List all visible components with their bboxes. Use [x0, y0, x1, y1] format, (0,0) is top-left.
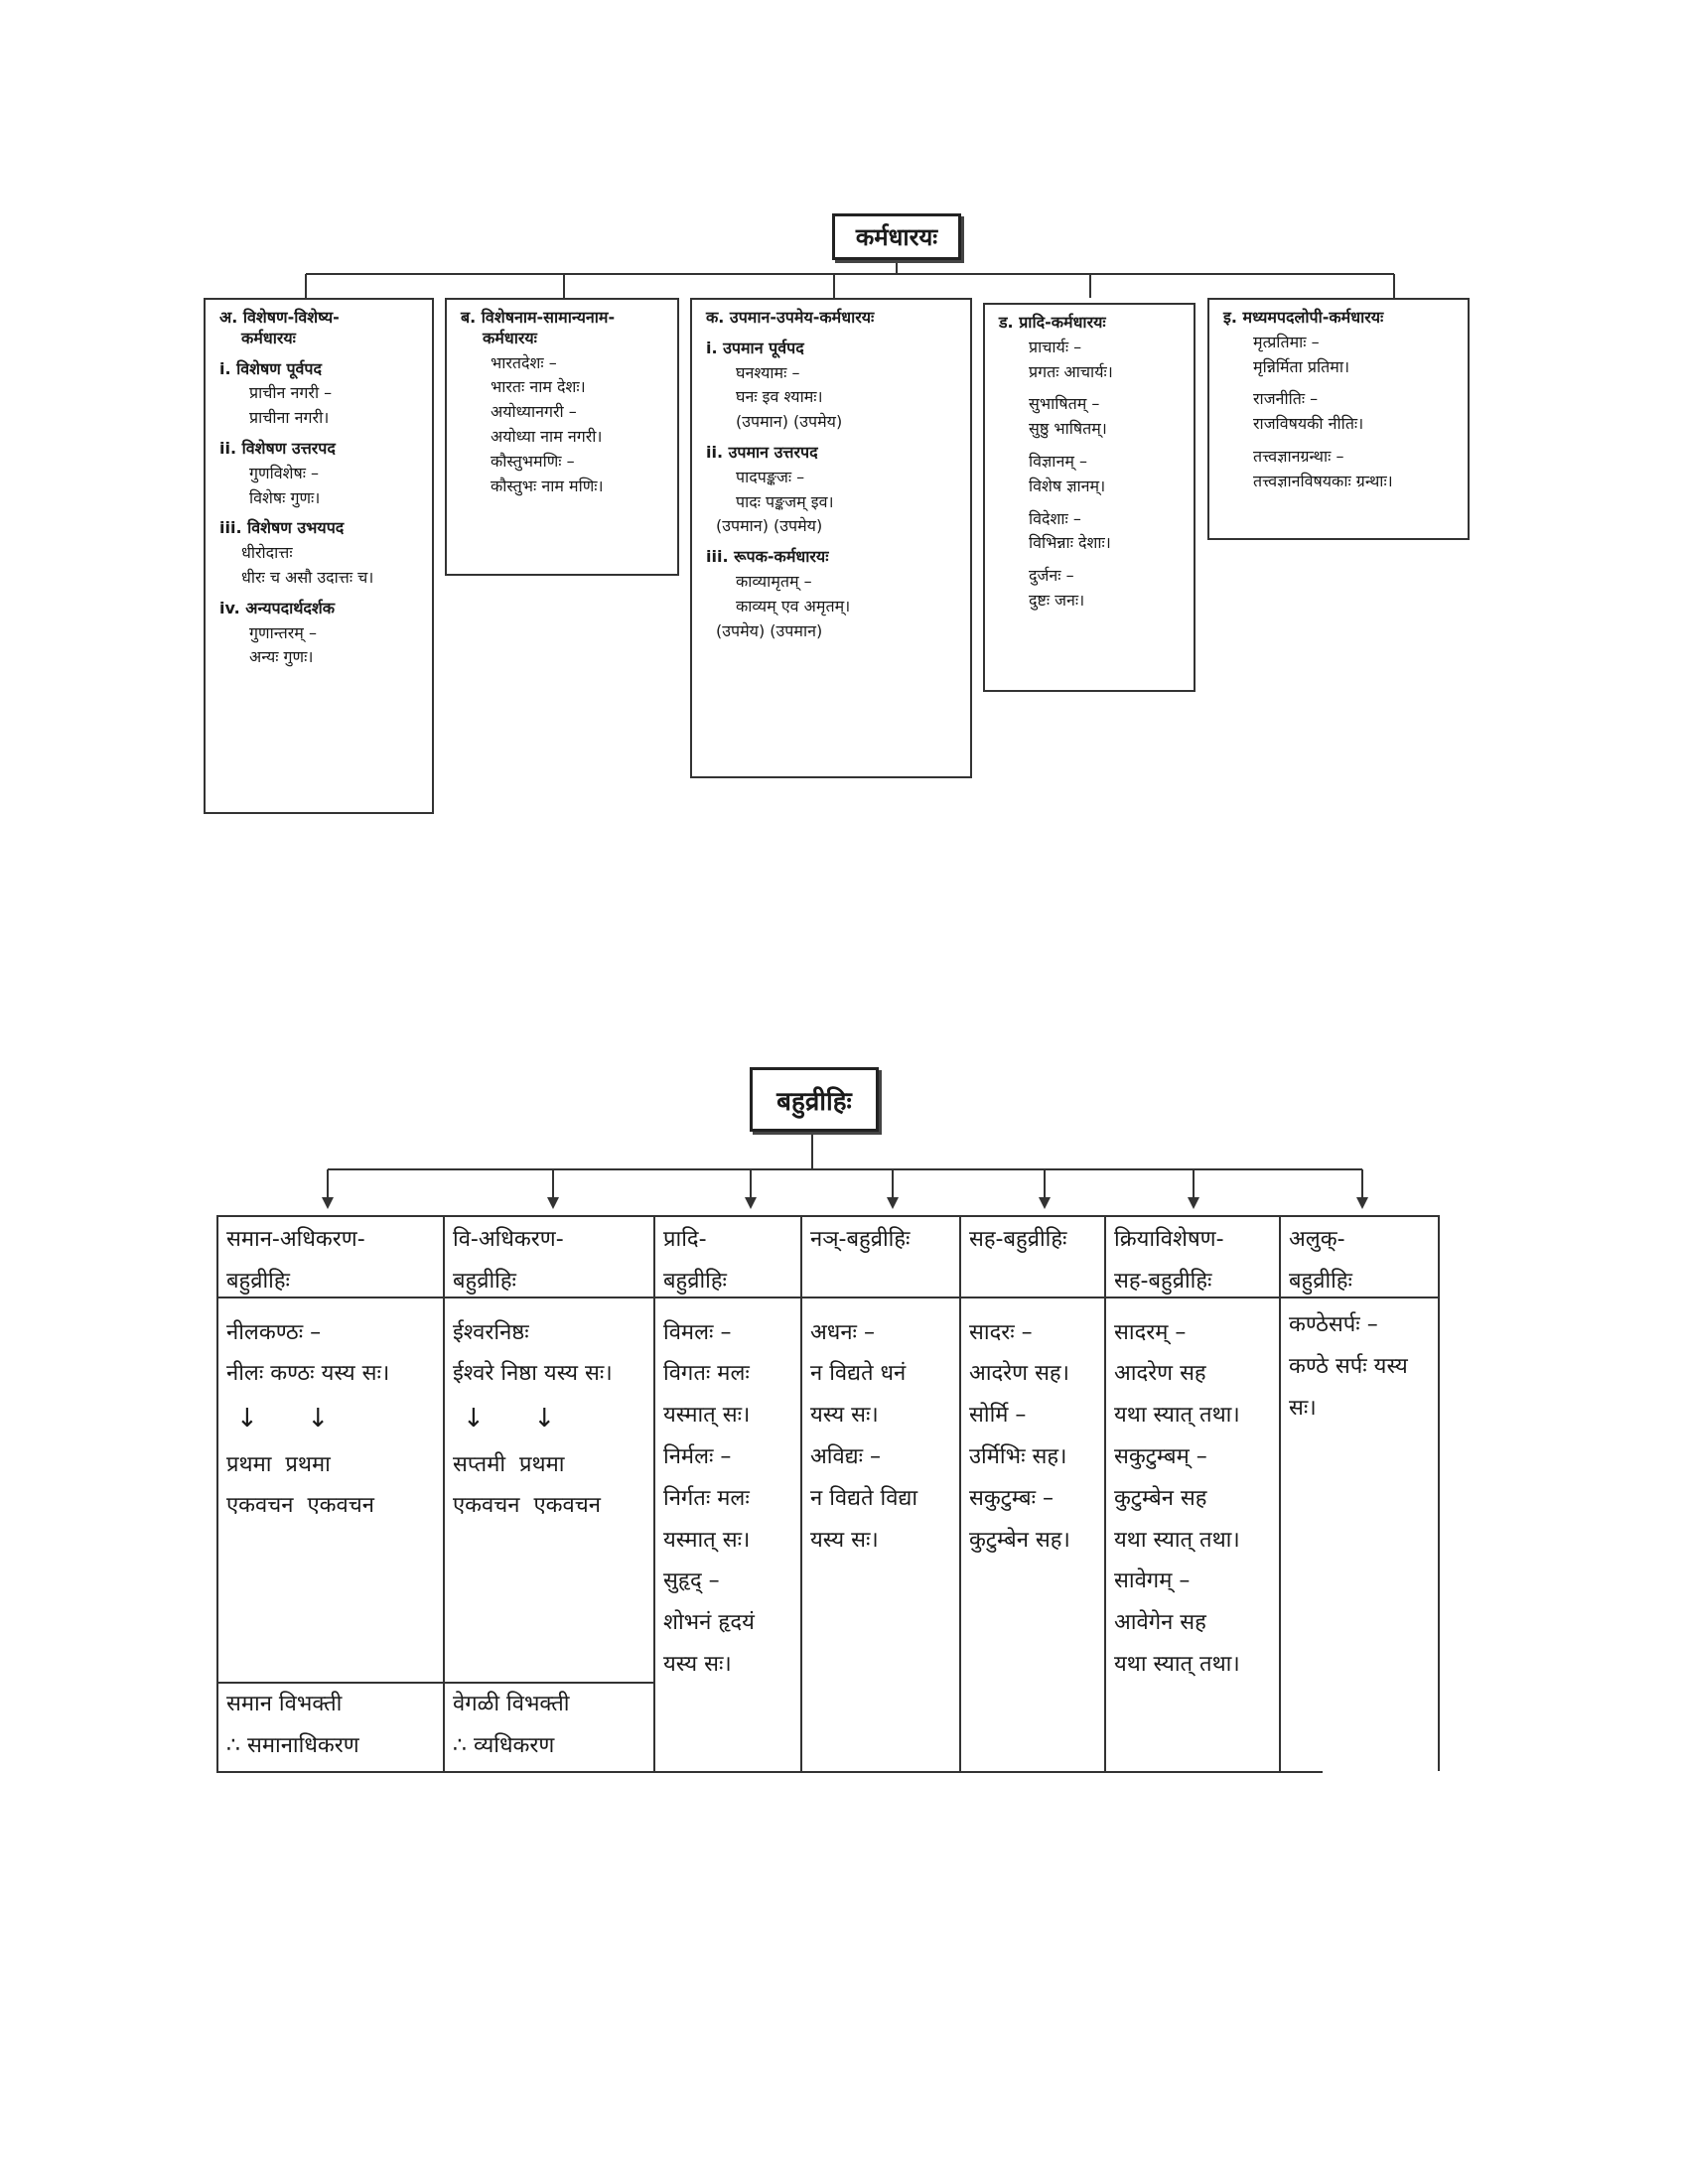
col-6-line: सकुटुम्बम् – [1114, 1443, 1207, 1469]
col-c-line: काव्यम् एव अमृतम्। [736, 596, 851, 615]
col-c-line: पादः पङ्कजम् इव। [736, 491, 834, 511]
col-c-heading: क. उपमान-उपमेय-कर्मधारयः [706, 308, 875, 327]
col-b-line: कौस्तुभः नाम मणिः। [491, 476, 604, 495]
col-7-heading: अलुक्- [1289, 1227, 1345, 1252]
col-3-line: विगतः मलः [663, 1361, 750, 1387]
col-a-line: विशेषः गुणः। [249, 487, 321, 507]
col-4-line: न विद्यते विद्या [810, 1485, 918, 1511]
col-b-heading: ब. विशेषनाम-सामान्यनाम- कर्मधारयः [461, 308, 616, 347]
col-6-heading: सह-बहुव्रीहिः [1114, 1268, 1212, 1294]
col-c-line: काव्यामृतम् – [736, 571, 812, 591]
col-5-line: कुटुम्बेन सह। [969, 1527, 1070, 1553]
bahuvrihi-title: बहुव्रीहिः [776, 1086, 852, 1117]
col-7-heading: बहुव्रीहिः [1289, 1268, 1352, 1294]
col-d-line: विदेशाः – [1029, 508, 1081, 528]
col-c-sub-1: i. उपमान पूर्वपद [706, 338, 804, 357]
col-3-line: यस्य सः। [663, 1651, 732, 1677]
col-e-line: तत्त्वज्ञानग्रन्थाः – [1253, 446, 1344, 466]
col-b-line: भारतः नाम देशः। [491, 377, 586, 397]
col-2-heading: वि-अधिकरण- [453, 1227, 564, 1252]
col-3-line: निर्मलः – [663, 1443, 732, 1469]
col-3-heading: प्रादि- [663, 1227, 707, 1252]
col-a-line: अन्यः गुणः। [249, 647, 314, 667]
bahuvrihi-col-7-right-border [1438, 1297, 1440, 1771]
col-d-line: प्रगतः आचार्यः। [1029, 361, 1113, 381]
col-6-line: कुटुम्बेन सह [1114, 1485, 1207, 1511]
col-1-line: नीलकण्ठः – [226, 1319, 322, 1345]
col-5-heading: सह-बहुव्रीहिः [969, 1227, 1067, 1252]
col-d-line: विभिन्नाः देशाः। [1029, 533, 1111, 553]
col-2-footer: ∴ व्यधिकरण [453, 1732, 555, 1758]
col-c-sub-2: ii. उपमान उत्तरपद [706, 442, 818, 462]
col-6-line: यथा स्यात् तथा। [1114, 1403, 1240, 1429]
bahuvrihi-col-1 [216, 1215, 443, 1773]
col-d-line: दुर्जनः – [1029, 566, 1074, 586]
col-3-line: निर्गतः मलः [663, 1485, 750, 1511]
col-a-line: धीरोदात्तः [241, 543, 293, 563]
col-b-line: भारतदेशः – [491, 352, 557, 372]
col-c-sub-3: iii. रूपक-कर्मधारयः [706, 547, 829, 567]
col-a-line: गुणान्तरम् – [249, 622, 317, 642]
col-d-line: सुभाषितम् – [1029, 394, 1100, 414]
karmadharaya-title: कर्मधारयः [855, 223, 938, 251]
col-3-line: शोभनं हृदयं [663, 1610, 755, 1636]
col-b-line: कौस्तुभमणिः – [491, 451, 575, 471]
col-d-line: विशेष ज्ञानम्। [1029, 476, 1106, 495]
col-4-line: अधनः – [810, 1319, 875, 1345]
col-5-line: उर्मिभिः सह। [969, 1443, 1067, 1469]
col-a-sub-2: ii. विशेषण उत्तरपद [219, 438, 336, 458]
col-4-line: यस्य सः। [810, 1403, 879, 1429]
col-a-sub-1: i. विशेषण पूर्वपद [219, 358, 323, 378]
col-1-line: प्रथमा प्रथमा [226, 1451, 331, 1477]
col-a-line: धीरः च असौ उदात्तः च। [241, 567, 374, 587]
bahuvrihi-col-4 [800, 1215, 959, 1773]
col-3-line: यस्मात् सः। [663, 1527, 751, 1553]
col-e-line: मृन्निर्मिता प्रतिमा। [1253, 356, 1350, 376]
col-1-arrows: ↓ ↓ [236, 1404, 330, 1434]
col-6-line: यथा स्यात् तथा। [1114, 1651, 1240, 1677]
bahuvrihi-col-5 [959, 1215, 1104, 1773]
col-e-line: राजनीतिः – [1253, 389, 1319, 409]
col-e-line: तत्त्वज्ञानविषयकाः ग्रन्थाः। [1253, 471, 1393, 490]
col-6-line: सादरम् – [1114, 1319, 1187, 1345]
karmadharaya-title-box [832, 213, 961, 260]
col-4-line: यस्य सः। [810, 1527, 879, 1553]
col-d-line: सुष्ठु भाषितम्। [1029, 419, 1107, 439]
karmadharaya-col-a [204, 298, 434, 814]
bahuvrihi-col-7 [1279, 1215, 1438, 1297]
col-e-line: राजविषयकी नीतिः। [1253, 414, 1364, 434]
col-c-line: (उपमान) (उपमेय) [716, 516, 823, 536]
col-a-line: प्राचीन नगरी – [249, 383, 333, 403]
karmadharaya-col-c [690, 298, 972, 778]
col-c-line: (उपमान) (उपमेय) [736, 412, 843, 432]
karmadharaya-col-b [445, 298, 679, 576]
col-4-line: अविद्यः – [810, 1443, 882, 1469]
col-3-heading: बहुव्रीहिः [663, 1268, 727, 1294]
bahuvrihi-col-6 [1104, 1215, 1279, 1773]
col-c-line: घनः इव श्यामः। [736, 387, 823, 407]
col-e-line: मृत्प्रतिमाः – [1253, 332, 1320, 351]
col-3-line: यस्मात् सः। [663, 1403, 751, 1429]
col-a-sub-3: iii. विशेषण उभयपद [219, 518, 345, 538]
col-a-heading: अ. विशेषण-विशेष्य- कर्मधारयः [219, 308, 340, 347]
col-1-footer: ∴ समानाधिकरण [226, 1732, 359, 1758]
col-2-heading: बहुव्रीहिः [453, 1268, 516, 1294]
col-1-line: एकवचन एकवचन [226, 1493, 374, 1519]
col-2-line: सप्तमी प्रथमा [453, 1451, 565, 1477]
col-4-heading: नञ्-बहुव्रीहिः [810, 1227, 911, 1252]
col-1-footer: समान विभक्ती [226, 1692, 343, 1716]
col-c-line: घनश्यामः – [736, 362, 800, 382]
col-c-line: (उपमेय) (उपमान) [716, 620, 823, 640]
col-d-line: विज्ञानम् – [1029, 451, 1087, 471]
bahuvrihi-col-7-body [1279, 1297, 1438, 1773]
col-a-line: प्राचीना नगरी। [249, 408, 330, 428]
col-1-heading: बहुव्रीहिः [226, 1268, 290, 1294]
bahuvrihi-col-2 [443, 1215, 653, 1773]
col-6-line: आवेगेन सह [1114, 1610, 1206, 1636]
col-5-line: सोर्मि – [969, 1403, 1027, 1429]
col-7-line: कण्ठेसर्पः – [1289, 1312, 1378, 1337]
col-4-line: न विद्यते धनं [810, 1361, 907, 1387]
col-2-arrows: ↓ ↓ [463, 1404, 556, 1434]
col-5-line: आदरेण सह। [969, 1361, 1069, 1387]
col-3-line: विमलः – [663, 1319, 732, 1345]
col-e-heading: इ. मध्यमपदलोपी-कर्मधारयः [1223, 308, 1384, 327]
col-a-sub-4: iv. अन्यपदार्थदर्शक [219, 598, 336, 617]
col-6-heading: क्रियाविशेषण- [1114, 1227, 1224, 1252]
col-2-line: ईश्वरे निष्ठा यस्य सः। [453, 1361, 613, 1387]
col-d-line: दुष्टः जनः। [1029, 590, 1085, 610]
col-7-line: सः। [1289, 1395, 1317, 1421]
col-5-line: सादरः – [969, 1319, 1033, 1345]
col-2-line: एकवचन एकवचन [453, 1493, 601, 1519]
col-6-line: यथा स्यात् तथा। [1114, 1527, 1240, 1553]
col-3-line: सुहृद् – [663, 1569, 720, 1594]
col-1-line: नीलः कण्ठः यस्य सः। [226, 1361, 390, 1387]
col-1-heading: समान-अधिकरण- [226, 1227, 365, 1252]
col-7-line: कण्ठे सर्पः यस्य [1289, 1353, 1408, 1379]
col-2-line: ईश्वरनिष्ठः [453, 1319, 529, 1345]
col-d-line: प्राचार्यः – [1029, 337, 1082, 356]
col-2-footer: वेगळी विभक्ती [453, 1692, 570, 1716]
col-d-heading: ड. प्रादि-कर्मधारयः [999, 313, 1106, 332]
karmadharaya-col-d [983, 303, 1196, 692]
col-b-line: अयोध्यानगरी – [491, 402, 577, 422]
bahuvrihi-right-border [1438, 1215, 1440, 1297]
col-5-line: सकुटुम्बः – [969, 1485, 1055, 1511]
col-6-line: आदरेण सह [1114, 1361, 1206, 1387]
col-c-line: पादपङ्कजः – [736, 467, 805, 486]
col-6-line: सावेगम् – [1114, 1569, 1191, 1594]
karmadharaya-col-e [1207, 298, 1470, 540]
bahuvrihi-title-box [750, 1067, 879, 1132]
bahuvrihi-col-3 [653, 1215, 800, 1773]
col-b-line: अयोध्या नाम नगरी। [491, 426, 603, 446]
col-a-line: गुणविशेषः – [249, 463, 320, 482]
